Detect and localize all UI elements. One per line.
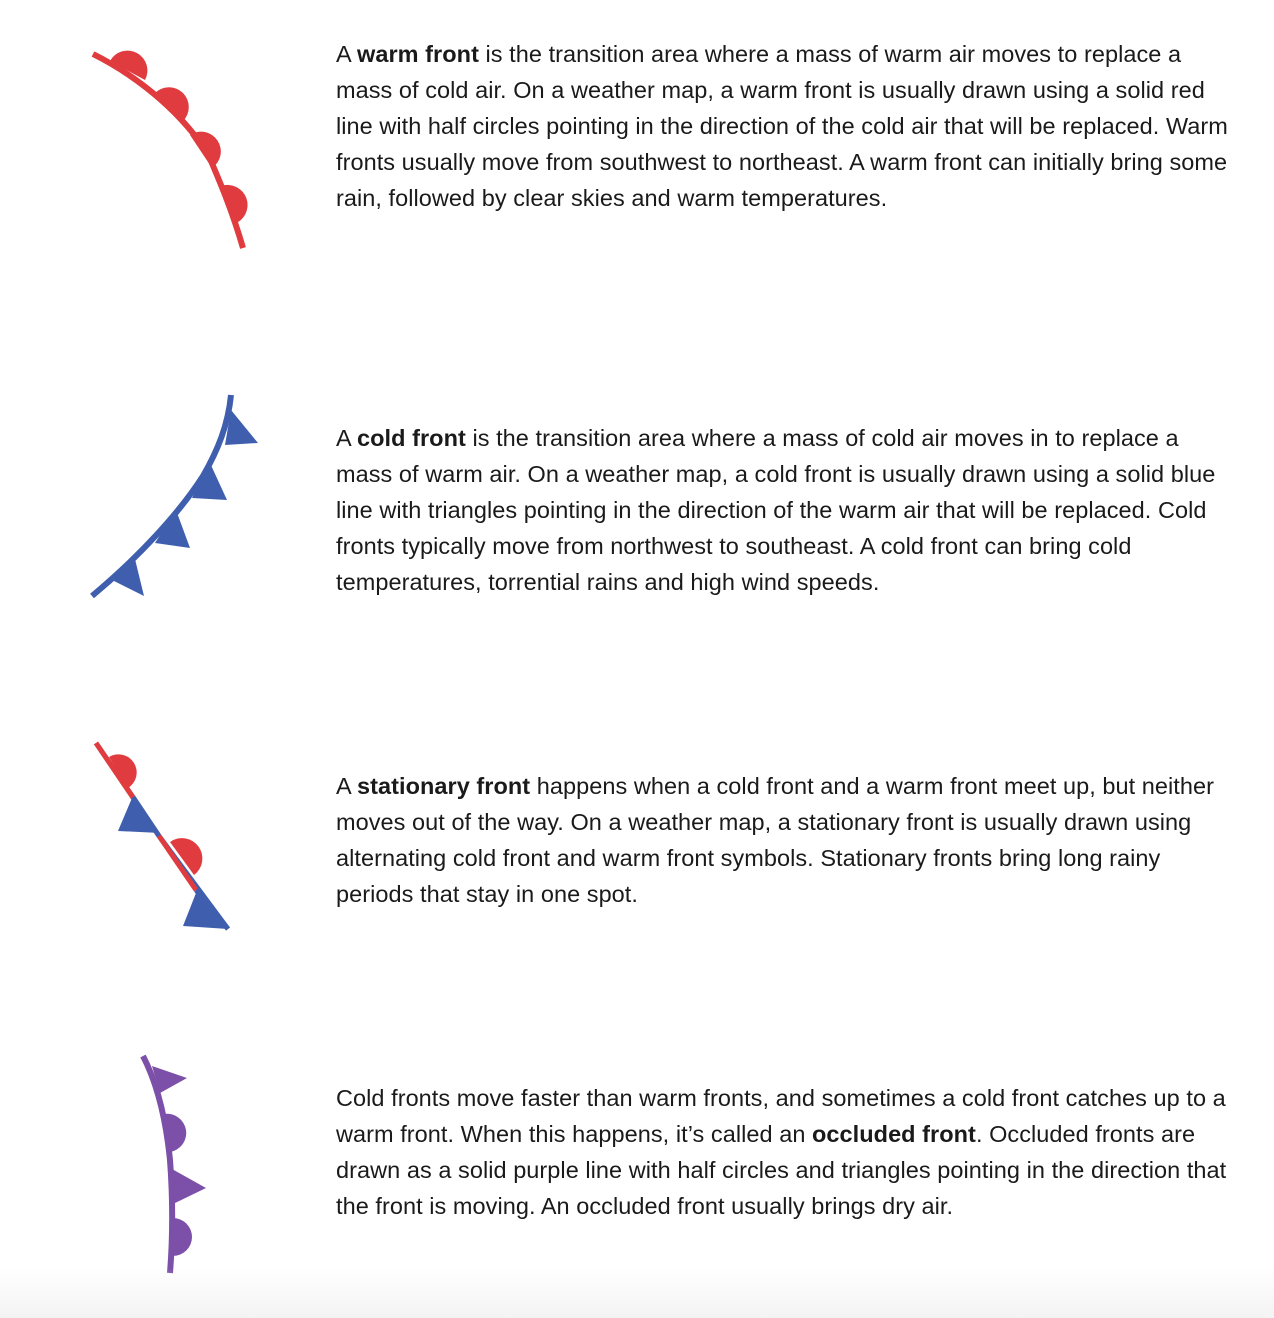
warm-front-description: A warm front is the transition area where a mass of warm air moves to replace a mass of cold air. On a weather map, a warm front is usually drawn using a solid red line with half circles pointing in the direction of the cold air that will be replaced. Warm fronts usually move from southwest to northeast. A warm front can initially bring some rain, followed by clear skies and warm temperatures. xyxy=(336,41,1228,211)
bottom-fade xyxy=(0,1268,1274,1318)
stationary-front-icon xyxy=(85,735,245,940)
occluded-front-icon xyxy=(130,1048,220,1278)
occluded-front-description: Cold fronts move faster than warm fronts, and sometimes a cold front catches up to a warm front. When this happens, it’s called an occluded front. Occluded fronts are drawn as a solid purple line with half circles and triangles pointing in the direction that the front is moving. An occluded front usually brings dry air. xyxy=(336,1085,1227,1219)
stationary-front-term: stationary front xyxy=(357,773,531,799)
occluded-front-term: occluded front xyxy=(812,1121,976,1147)
cold-front-term: cold front xyxy=(357,425,466,451)
warm-front-icon xyxy=(80,40,270,260)
stationary-front-description: A stationary front happens when a cold front and a warm front meet up, but neither moves out of the way. On a weather map, a stationary front is usually drawn using alternating cold front and warm front symbols. Stationary fronts bring long rainy periods that stay in one spot. xyxy=(336,773,1214,907)
cold-front-description: A cold front is the transition area where a mass of cold air moves in to replace a mass of warm air. On a weather map, a cold front is usually drawn using a solid blue line with triangles pointing in the direction of the warm air that will be replaced. Cold fronts typically move from northwest to southeast. A cold front can bring cold temperatures, torrential rains and high wind speeds. xyxy=(336,425,1216,595)
cold-front-icon xyxy=(80,390,270,605)
warm-front-term: warm front xyxy=(357,41,479,67)
